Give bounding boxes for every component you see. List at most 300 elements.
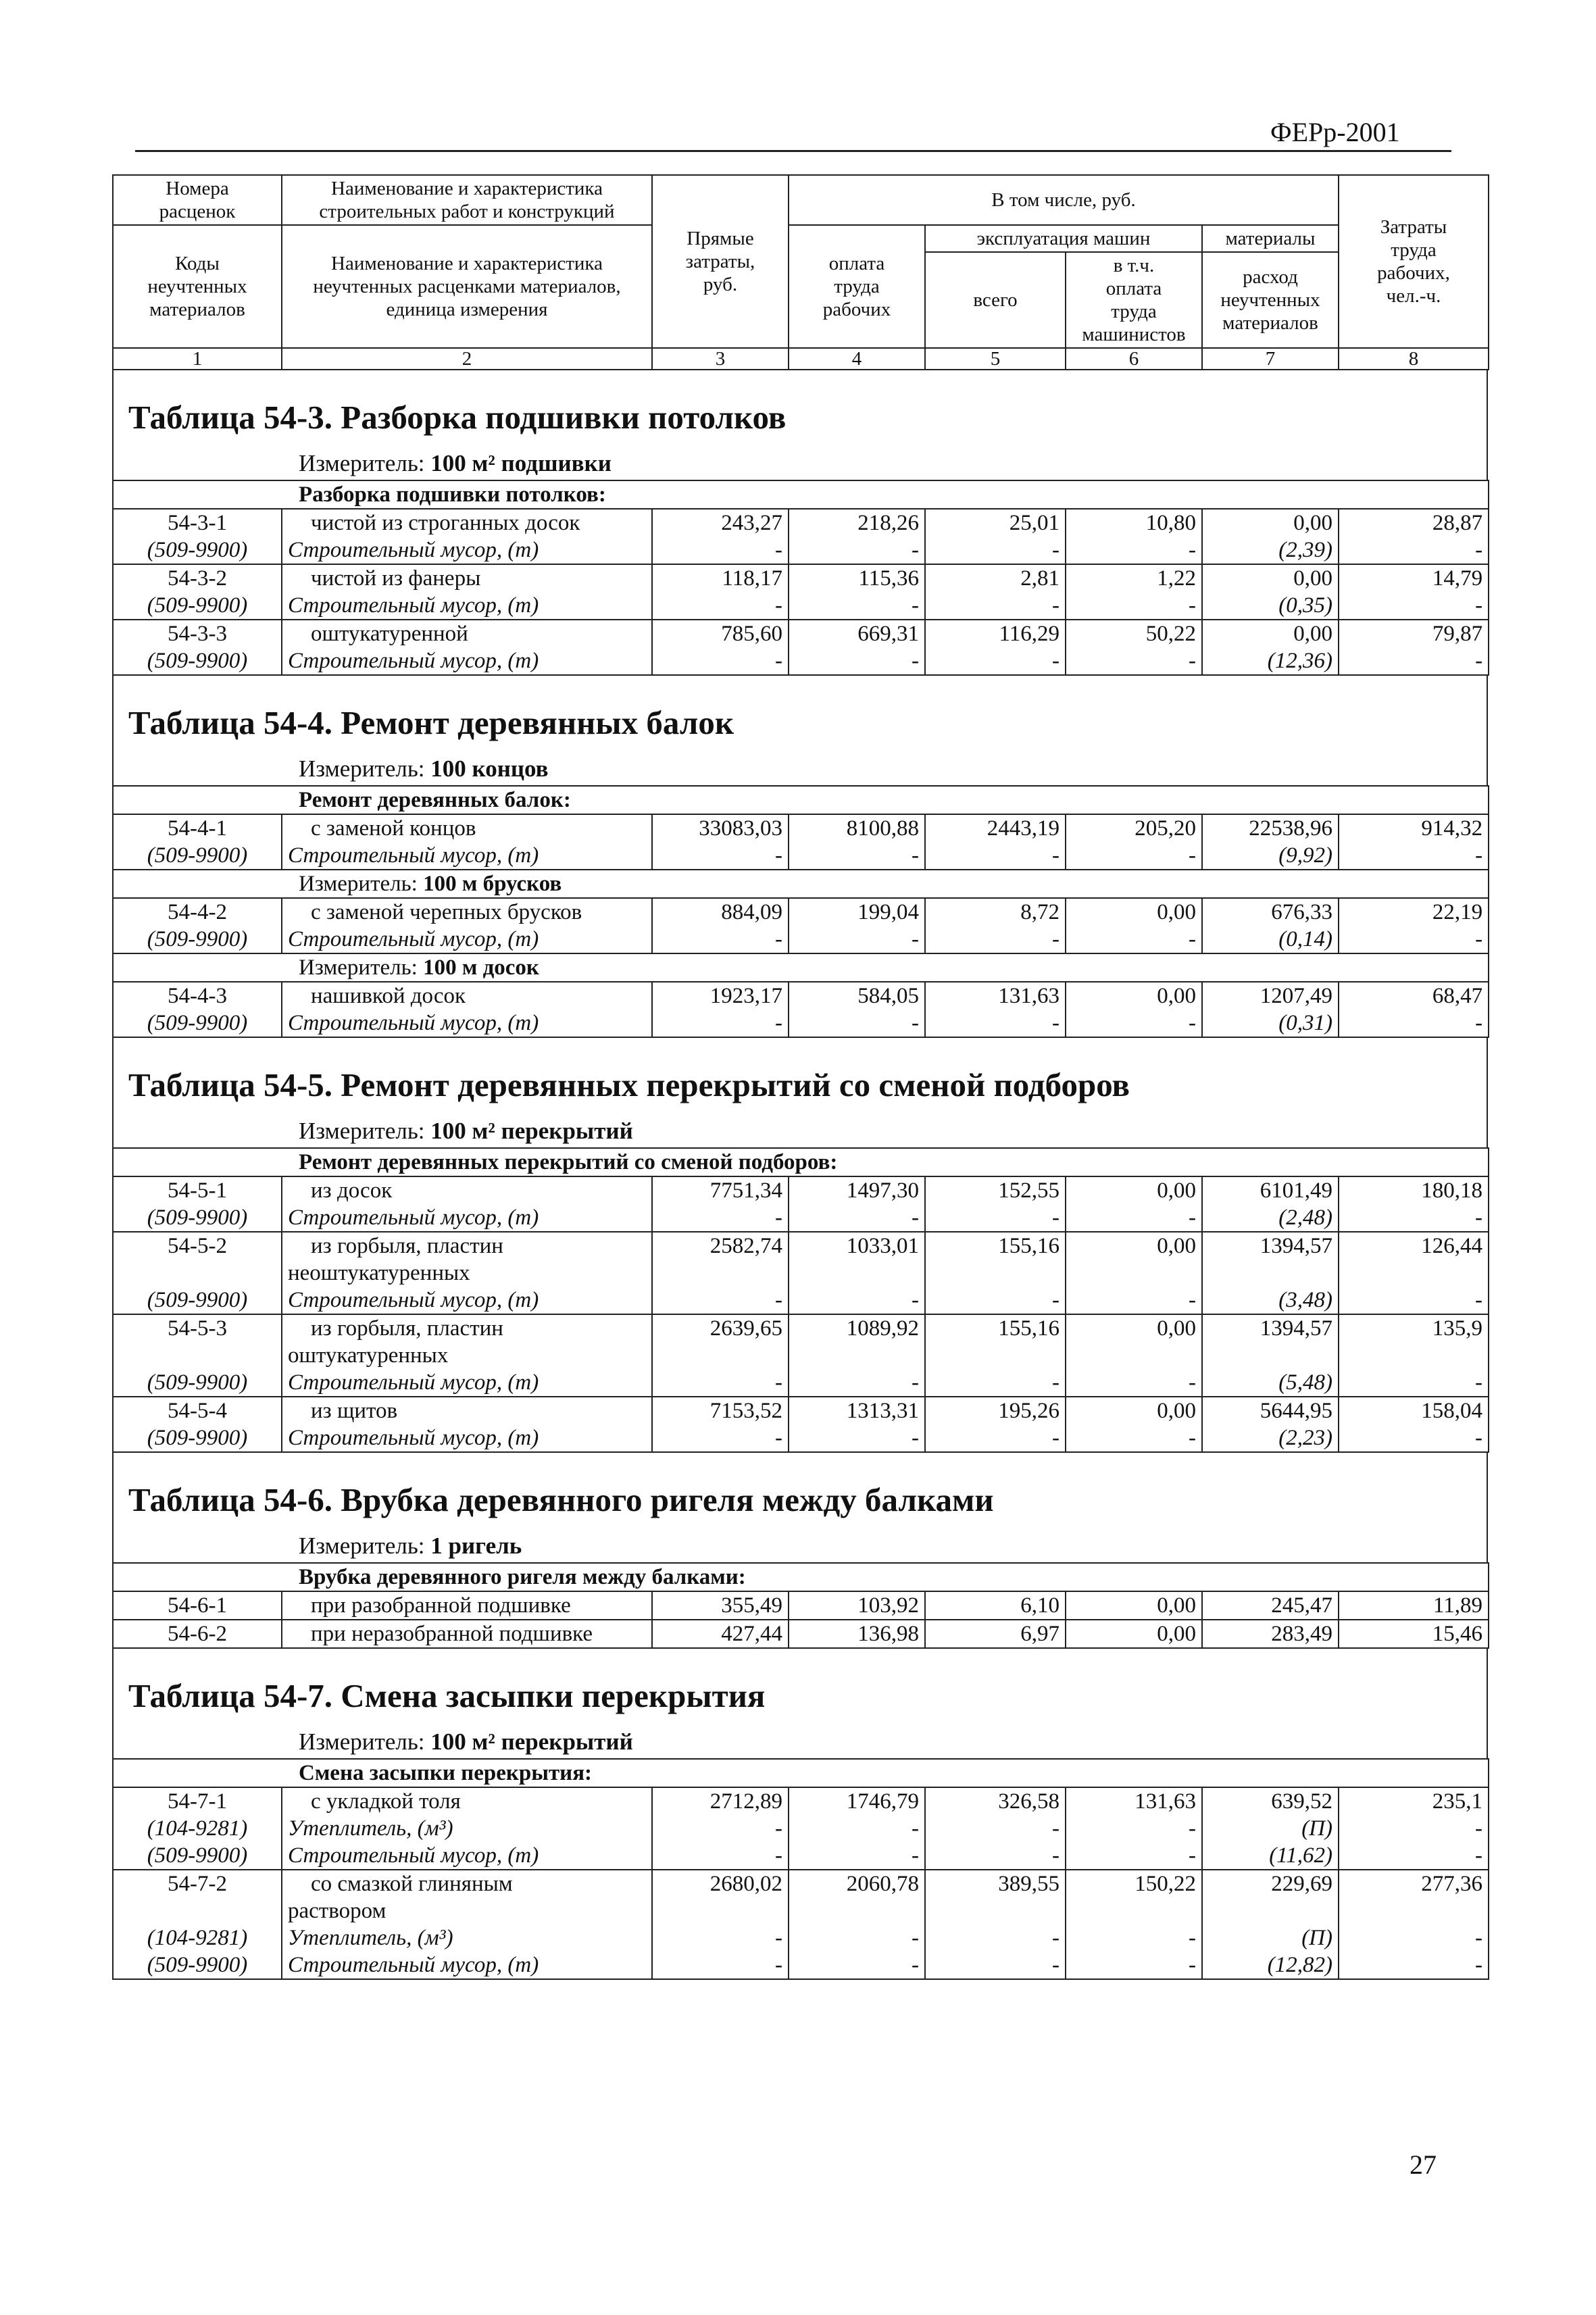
material-value: -: [1339, 926, 1489, 953]
material-name: Строительный мусор, (т): [282, 1951, 652, 1979]
material-value: -: [1339, 537, 1489, 564]
subheading: Врубка деревянного ригеля между балками:: [113, 1563, 1489, 1591]
material-row: [113, 926, 1489, 953]
rate-code: 54-7-2: [113, 1870, 282, 1897]
value-cell: 0,00: [1202, 620, 1339, 647]
value-cell: 7153,52: [652, 1397, 789, 1424]
material-value: -: [1339, 1842, 1489, 1870]
material-row: [113, 1204, 1489, 1232]
value-cell: 68,47: [1339, 982, 1489, 1010]
material-value: -: [1066, 1924, 1202, 1951]
value-cell: 155,16: [925, 1314, 1066, 1342]
value-cell: 11,89: [1339, 1591, 1489, 1620]
value-cell: 115,36: [789, 564, 925, 592]
material-value: -: [925, 1204, 1066, 1232]
rate-row: [113, 620, 1489, 647]
value-cell: 277,36: [1339, 1870, 1489, 1897]
material-value: -: [1339, 592, 1489, 620]
material-name: Строительный мусор, (т): [282, 1287, 652, 1314]
work-name: с заменой черепных брусков: [282, 898, 652, 926]
unit-line: Измеритель: 100 м досок: [113, 953, 1489, 982]
unit-line: Измеритель: 1 ригель: [112, 1528, 1488, 1562]
col-number: 3: [652, 348, 789, 370]
value-cell: 2639,65: [652, 1314, 789, 1342]
rate-row: [113, 814, 1489, 842]
table-title: Таблица 54-3. Разборка подшивки потолков: [112, 370, 1488, 446]
material-value: -: [1339, 647, 1489, 675]
rate-code: 54-3-1: [113, 509, 282, 537]
value-cell: 8,72: [925, 898, 1066, 926]
rate-row-continued: [113, 1342, 1489, 1369]
material-value: -: [925, 1010, 1066, 1037]
material-code: (509-9900): [113, 1369, 282, 1397]
material-row: [113, 842, 1489, 870]
material-value: -: [652, 592, 789, 620]
rate-code: 54-6-1: [113, 1591, 282, 1620]
material-value: -: [652, 1424, 789, 1452]
value-cell: 2060,78: [789, 1870, 925, 1897]
material-value: -: [789, 537, 925, 564]
material-row: [113, 1369, 1489, 1397]
rate-code: 54-4-2: [113, 898, 282, 926]
material-code: (509-9900): [113, 1287, 282, 1314]
col-material-usage-header: расход неучтенных материалов: [1202, 252, 1339, 348]
value-cell: 195,26: [925, 1397, 1066, 1424]
value-cell: 669,31: [789, 620, 925, 647]
unit-line: Измеритель: 100 м² подшивки: [112, 446, 1488, 480]
work-name: с укладкой толя: [282, 1787, 652, 1815]
material-value: -: [1339, 842, 1489, 870]
rate-row: [113, 982, 1489, 1010]
col-worker-pay-header: оплата труда рабочих: [789, 225, 925, 348]
value-cell: 103,92: [789, 1591, 925, 1620]
value-cell: 150,22: [1066, 1870, 1202, 1897]
material-value: (2,39): [1202, 537, 1339, 564]
material-code: (509-9900): [113, 1951, 282, 1979]
value-cell: 1923,17: [652, 982, 789, 1010]
material-code: (509-9900): [113, 1204, 282, 1232]
material-value: -: [652, 1369, 789, 1397]
material-value: (0,35): [1202, 592, 1339, 620]
work-name: оштукатуренной: [282, 620, 652, 647]
rate-row: [113, 898, 1489, 926]
material-value: (12,82): [1202, 1951, 1339, 1979]
material-value: -: [925, 1424, 1066, 1452]
col-operator-pay-header: в т.ч. оплата труда машинистов: [1066, 252, 1202, 348]
material-value: -: [1339, 1010, 1489, 1037]
material-value: -: [652, 1842, 789, 1870]
material-row: [113, 1815, 1489, 1842]
work-name: с заменой концов: [282, 814, 652, 842]
rate-code: 54-4-1: [113, 814, 282, 842]
value-cell: 8100,88: [789, 814, 925, 842]
material-value: -: [925, 926, 1066, 953]
unit-line: Измеритель: 100 м² перекрытий: [112, 1724, 1488, 1758]
value-cell: 1394,57: [1202, 1232, 1339, 1260]
value-cell: 243,27: [652, 509, 789, 537]
value-cell: 126,44: [1339, 1232, 1489, 1260]
value-cell: 22,19: [1339, 898, 1489, 926]
material-value: -: [925, 1951, 1066, 1979]
material-code: (104-9281): [113, 1924, 282, 1951]
value-cell: 50,22: [1066, 620, 1202, 647]
material-row: [113, 537, 1489, 564]
work-name: из горбыля, пластин: [282, 1314, 652, 1342]
value-cell: 1313,31: [789, 1397, 925, 1424]
col-number: 6: [1066, 348, 1202, 370]
material-value: -: [1066, 592, 1202, 620]
rate-code: 54-3-3: [113, 620, 282, 647]
material-value: -: [1066, 537, 1202, 564]
value-cell: 326,58: [925, 1787, 1066, 1815]
value-cell: 33083,03: [652, 814, 789, 842]
col-material-codes-header: Коды неучтенных материалов: [113, 225, 282, 348]
material-value: -: [1066, 1815, 1202, 1842]
value-cell: 245,47: [1202, 1591, 1339, 1620]
value-cell: 1394,57: [1202, 1314, 1339, 1342]
sections: [112, 370, 1488, 1980]
material-value: -: [925, 1842, 1066, 1870]
material-value: -: [789, 647, 925, 675]
col-number: 5: [925, 348, 1066, 370]
material-name: Строительный мусор, (т): [282, 1842, 652, 1870]
material-value: (2,23): [1202, 1424, 1339, 1452]
value-cell: 2712,89: [652, 1787, 789, 1815]
table-title: Таблица 54-7. Смена засыпки перекрытия: [112, 1649, 1488, 1724]
material-value: -: [789, 1951, 925, 1979]
col-machines-total-header: всего: [925, 252, 1066, 348]
work-name: из досок: [282, 1176, 652, 1204]
material-name: Утеплитель, (м³): [282, 1924, 652, 1951]
rate-row: [113, 1232, 1489, 1260]
rate-row: [113, 509, 1489, 537]
material-value: -: [1066, 842, 1202, 870]
material-value: -: [789, 1204, 925, 1232]
value-cell: 0,00: [1066, 1232, 1202, 1260]
material-value: -: [1066, 1424, 1202, 1452]
rate-row: [113, 1176, 1489, 1204]
value-cell: 1089,92: [789, 1314, 925, 1342]
value-cell: 79,87: [1339, 620, 1489, 647]
material-code: (509-9900): [113, 842, 282, 870]
value-cell: 229,69: [1202, 1870, 1339, 1897]
work-name: нашивкой досок: [282, 982, 652, 1010]
material-row: [113, 1951, 1489, 1979]
value-cell: 15,46: [1339, 1620, 1489, 1648]
material-value: (12,36): [1202, 647, 1339, 675]
material-row: [113, 1424, 1489, 1452]
material-value: -: [1066, 926, 1202, 953]
work-name-continued: неоштукатуренных: [282, 1260, 652, 1287]
work-name-continued: оштукатуренных: [282, 1342, 652, 1369]
value-cell: 1746,79: [789, 1787, 925, 1815]
value-cell: 0,00: [1066, 1314, 1202, 1342]
document-code: ФЕРр-2001: [1270, 117, 1400, 147]
material-value: -: [652, 926, 789, 953]
material-value: -: [1339, 1815, 1489, 1842]
material-name: Утеплитель, (м³): [282, 1815, 652, 1842]
material-value: -: [925, 1287, 1066, 1314]
material-value: -: [1339, 1424, 1489, 1452]
rate-code: 54-7-1: [113, 1787, 282, 1815]
work-name: со смазкой глиняным: [282, 1870, 652, 1897]
material-row: [113, 1842, 1489, 1870]
col-work-name-header: Наименование и характеристика строительных работ и конструкций: [282, 175, 652, 225]
rate-row-continued: [113, 1897, 1489, 1924]
material-value: -: [789, 1010, 925, 1037]
value-cell: 7751,34: [652, 1176, 789, 1204]
material-value: -: [652, 1010, 789, 1037]
material-name: Строительный мусор, (т): [282, 1010, 652, 1037]
table-title: Таблица 54-6. Врубка деревянного ригеля между балками: [112, 1453, 1488, 1528]
col-number: 1: [113, 348, 282, 370]
value-cell: 639,52: [1202, 1787, 1339, 1815]
material-name: Строительный мусор, (т): [282, 1369, 652, 1397]
value-cell: 2582,74: [652, 1232, 789, 1260]
material-value: -: [1339, 1951, 1489, 1979]
rate-code: 54-3-2: [113, 564, 282, 592]
col-group-header: В том числе, руб.: [789, 175, 1339, 225]
value-cell: 2,81: [925, 564, 1066, 592]
material-value: -: [1339, 1924, 1489, 1951]
material-code: (509-9900): [113, 647, 282, 675]
value-cell: 427,44: [652, 1620, 789, 1648]
material-value: -: [789, 1815, 925, 1842]
subheading: Разборка подшивки потолков:: [113, 480, 1489, 509]
material-row: [113, 592, 1489, 620]
value-cell: 0,00: [1202, 564, 1339, 592]
work-name: из горбыля, пластин: [282, 1232, 652, 1260]
value-cell: 118,17: [652, 564, 789, 592]
material-value: -: [925, 592, 1066, 620]
rate-row: [113, 1397, 1489, 1424]
material-value: -: [789, 1842, 925, 1870]
material-code: (509-9900): [113, 537, 282, 564]
material-value: -: [925, 1924, 1066, 1951]
value-cell: 5644,95: [1202, 1397, 1339, 1424]
work-name: при неразобранной подшивке: [282, 1620, 652, 1648]
rate-code: 54-6-2: [113, 1620, 282, 1648]
rate-code: 54-4-3: [113, 982, 282, 1010]
rate-row: [113, 1870, 1489, 1897]
col-number: 7: [1202, 348, 1339, 370]
value-cell: 6,97: [925, 1620, 1066, 1648]
rates-table: [112, 1147, 1489, 1453]
value-cell: 355,49: [652, 1591, 789, 1620]
material-value: (3,48): [1202, 1287, 1339, 1314]
material-value: -: [1066, 1951, 1202, 1979]
table-title: Таблица 54-5. Ремонт деревянных перекрытий со сменой подборов: [112, 1038, 1488, 1114]
value-cell: 0,00: [1066, 982, 1202, 1010]
material-row: [113, 1924, 1489, 1951]
material-value: (9,92): [1202, 842, 1339, 870]
material-value: (П): [1202, 1924, 1339, 1951]
value-cell: 283,49: [1202, 1620, 1339, 1648]
value-cell: 218,26: [789, 509, 925, 537]
rates-table: [112, 1758, 1489, 1980]
value-cell: 136,98: [789, 1620, 925, 1648]
material-name: Строительный мусор, (т): [282, 647, 652, 675]
material-value: -: [1066, 1010, 1202, 1037]
value-cell: 584,05: [789, 982, 925, 1010]
value-cell: 14,79: [1339, 564, 1489, 592]
work-name: из щитов: [282, 1397, 652, 1424]
material-value: (П): [1202, 1815, 1339, 1842]
material-code: (509-9900): [113, 926, 282, 953]
rate-row: [113, 1620, 1489, 1648]
material-value: -: [925, 1815, 1066, 1842]
value-cell: 22538,96: [1202, 814, 1339, 842]
material-row: [113, 1287, 1489, 1314]
material-value: -: [1339, 1204, 1489, 1232]
value-cell: 25,01: [925, 509, 1066, 537]
col-rate-numbers-header: Номера расценок: [113, 175, 282, 225]
value-cell: 155,16: [925, 1232, 1066, 1260]
value-cell: 676,33: [1202, 898, 1339, 926]
rate-row: [113, 564, 1489, 592]
col-number: 4: [789, 348, 925, 370]
material-value: (0,14): [1202, 926, 1339, 953]
material-value: (5,48): [1202, 1369, 1339, 1397]
value-cell: 0,00: [1066, 1591, 1202, 1620]
value-cell: 389,55: [925, 1870, 1066, 1897]
material-value: -: [789, 842, 925, 870]
col-material-name-header: Наименование и характеристика неучтенных расценками материалов, единица измерения: [282, 225, 652, 348]
value-cell: 199,04: [789, 898, 925, 926]
value-cell: 2680,02: [652, 1870, 789, 1897]
material-value: -: [652, 537, 789, 564]
material-name: Строительный мусор, (т): [282, 926, 652, 953]
material-value: -: [789, 1424, 925, 1452]
material-name: Строительный мусор, (т): [282, 842, 652, 870]
rates-document: [112, 174, 1488, 1980]
material-value: -: [652, 842, 789, 870]
col-machines-header: эксплуатация машин: [925, 225, 1202, 252]
material-row: [113, 1010, 1489, 1037]
value-cell: 28,87: [1339, 509, 1489, 537]
material-value: -: [789, 1287, 925, 1314]
work-name: чистой из строганных досок: [282, 509, 652, 537]
work-name-continued: раствором: [282, 1897, 652, 1924]
material-name: Строительный мусор, (т): [282, 592, 652, 620]
material-value: (2,48): [1202, 1204, 1339, 1232]
value-cell: 135,9: [1339, 1314, 1489, 1342]
work-name: чистой из фанеры: [282, 564, 652, 592]
unit-line: Измеритель: 100 концов: [112, 751, 1488, 785]
subheading: Ремонт деревянных балок:: [113, 786, 1489, 814]
material-code: (509-9900): [113, 592, 282, 620]
value-cell: 0,00: [1066, 898, 1202, 926]
material-code: (509-9900): [113, 1424, 282, 1452]
material-value: -: [1339, 1287, 1489, 1314]
material-value: -: [652, 647, 789, 675]
rate-code: 54-5-1: [113, 1176, 282, 1204]
value-cell: 1207,49: [1202, 982, 1339, 1010]
material-value: -: [1339, 1369, 1489, 1397]
material-value: -: [652, 1204, 789, 1232]
material-code: (104-9281): [113, 1815, 282, 1842]
material-value: (0,31): [1202, 1010, 1339, 1037]
column-header: [112, 174, 1489, 370]
value-cell: 2443,19: [925, 814, 1066, 842]
value-cell: 1,22: [1066, 564, 1202, 592]
value-cell: 785,60: [652, 620, 789, 647]
material-value: -: [652, 1815, 789, 1842]
rates-table: [112, 785, 1489, 1038]
header-rule: [135, 150, 1451, 152]
page-number: 27: [1410, 2149, 1437, 2180]
material-name: Строительный мусор, (т): [282, 1424, 652, 1452]
material-value: -: [1066, 1204, 1202, 1232]
rate-row-continued: [113, 1260, 1489, 1287]
value-cell: 0,00: [1066, 1176, 1202, 1204]
rates-table: [112, 480, 1489, 676]
col-labor-header: Затраты труда рабочих, чел.-ч.: [1339, 175, 1489, 348]
material-code: (509-9900): [113, 1010, 282, 1037]
value-cell: 0,00: [1202, 509, 1339, 537]
value-cell: 0,00: [1066, 1397, 1202, 1424]
col-direct-costs-header: Прямые затраты, руб.: [652, 175, 789, 348]
rate-row: [113, 1787, 1489, 1815]
rate-row: [113, 1314, 1489, 1342]
unit-line: Измеритель: 100 м брусков: [113, 870, 1489, 898]
material-value: -: [1066, 1842, 1202, 1870]
material-value: -: [789, 592, 925, 620]
material-value: -: [789, 1369, 925, 1397]
value-cell: 914,32: [1339, 814, 1489, 842]
material-row: [113, 647, 1489, 675]
col-materials-header: материалы: [1202, 225, 1339, 252]
material-value: -: [1066, 1287, 1202, 1314]
material-value: -: [925, 537, 1066, 564]
material-code: (509-9900): [113, 1842, 282, 1870]
unit-line: Измеритель: 100 м² перекрытий: [112, 1114, 1488, 1147]
value-cell: 235,1: [1339, 1787, 1489, 1815]
rate-code: 54-5-4: [113, 1397, 282, 1424]
value-cell: 1497,30: [789, 1176, 925, 1204]
value-cell: 152,55: [925, 1176, 1066, 1204]
material-value: -: [925, 1369, 1066, 1397]
subheading: Смена засыпки перекрытия:: [113, 1759, 1489, 1787]
value-cell: 131,63: [925, 982, 1066, 1010]
material-value: -: [925, 647, 1066, 675]
material-value: -: [789, 926, 925, 953]
rate-code: 54-5-3: [113, 1314, 282, 1342]
material-value: -: [1066, 1369, 1202, 1397]
col-number: 2: [282, 348, 652, 370]
material-value: (11,62): [1202, 1842, 1339, 1870]
material-value: -: [925, 842, 1066, 870]
value-cell: 180,18: [1339, 1176, 1489, 1204]
rate-code: 54-5-2: [113, 1232, 282, 1260]
col-number: 8: [1339, 348, 1489, 370]
value-cell: 10,80: [1066, 509, 1202, 537]
rates-table: [112, 1562, 1489, 1649]
work-name: при разобранной подшивке: [282, 1591, 652, 1620]
material-name: Строительный мусор, (т): [282, 1204, 652, 1232]
subheading: Ремонт деревянных перекрытий со сменой подборов:: [113, 1148, 1489, 1176]
material-value: -: [652, 1951, 789, 1979]
value-cell: 205,20: [1066, 814, 1202, 842]
value-cell: 884,09: [652, 898, 789, 926]
material-value: -: [789, 1924, 925, 1951]
value-cell: 0,00: [1066, 1620, 1202, 1648]
value-cell: 116,29: [925, 620, 1066, 647]
material-value: -: [652, 1287, 789, 1314]
value-cell: 6101,49: [1202, 1176, 1339, 1204]
rate-row: [113, 1591, 1489, 1620]
material-value: -: [1066, 647, 1202, 675]
